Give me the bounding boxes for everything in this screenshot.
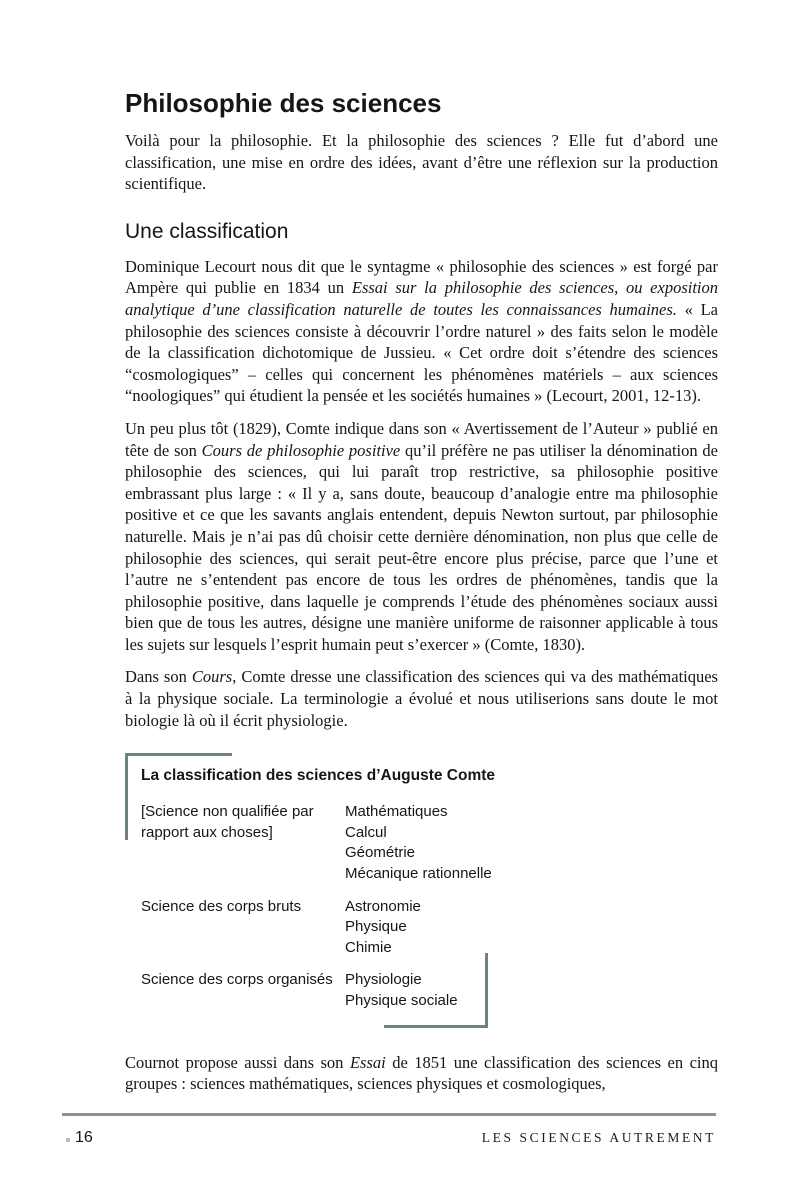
row-items <box>345 802 561 884</box>
row-item: Astronomie <box>345 897 421 915</box>
footer-rule <box>62 1113 716 1116</box>
page-number-text: 16 <box>75 1129 93 1146</box>
running-title: LES SCIENCES AUTREMENT <box>481 1130 716 1145</box>
page-number-marker <box>66 1138 70 1142</box>
page-footer <box>62 1113 716 1147</box>
row-item: Physiologie <box>345 971 422 989</box>
paragraph-cournot: Cournot propose aussi dans son Essai de 1851 une classification des sciences en cinq groupes : sciences mathématiques, sciences physiques et cosmologiques, <box>125 1052 718 1094</box>
row-item: Mécanique rationnelle <box>345 865 492 883</box>
row-item: Calcul <box>345 823 387 841</box>
row-item: Physique <box>345 918 407 936</box>
row-item: Mathématiques <box>345 803 448 821</box>
row-label: [Science non qualifiée par rapport aux choses] <box>141 803 314 841</box>
page-title: Philosophie des sciences <box>125 88 442 118</box>
classification-box-title: La classification des sciences d’Auguste Comte <box>141 767 496 785</box>
footer-row <box>62 1129 716 1147</box>
corner-bracket-bottom-right <box>384 953 488 1028</box>
row-item: Physique sociale <box>345 992 458 1009</box>
paragraph-cours: Dans son Cours, Comte dresse une classification des sciences qui va des mathématiques à la physique sociale. La terminologie a évolué et nous utiliserions sans doute le mot biologie là où il écrit physiologie. <box>125 667 718 730</box>
paragraph-comte-quote: Un peu plus tôt (1829), Comte indique dans son « Avertissement de l’Auteur » publié en tête de son Cours de philosophie positive qu’il préfère ne pas utiliser la dénomination de philosophie des sciences, qui lui paraît trop restrictive, sa philosophie positive embrassant plus large : « Il y a, sans doute, beaucoup d’analogie entre ma philosophie positive et ce que les savants anglais entendent, depuis Newton surtout, par philosophie naturelle. Mais je n’ai pas dû choisir cette dernière dénomination, non plus que celle de philosophie des sciences, qui serait peut-être encore plus précise, parce que l’une et l’autre ne s’entendent pas encore de tous les ordres de phénomènes, tandis que la philosophie positive, dans laquelle je comprends l’étude des phénomènes sociaux aussi bien que de tous les autres, désigne une manière uniforme de raisonner applicable à tous les sujets sur lesquels l’esprit humain peut s’exercer » (Comte, 1830). <box>125 418 719 654</box>
classification-row <box>141 897 561 959</box>
row-items <box>345 897 561 959</box>
classification-row <box>141 970 561 1011</box>
intro-paragraph: Voilà pour la philosophie. Et la philosophie des sciences ? Elle fut d’abord une classification, une mise en ordre des idées, avant d’être une réflexion sur la production scientifique. <box>125 131 718 194</box>
page-content <box>125 88 718 1106</box>
row-label: Science des corps bruts <box>141 897 302 915</box>
section-heading: Une classification <box>125 219 289 243</box>
paragraph-lecourt: Dominique Lecourt nous dit que le syntagme « philosophie des sciences » est forgé par Ampère qui publie en 1834 un Essai sur la philosophie des sciences, ou exposition analytique d’une classification naturelle de toutes les connaissances humaines. « La philosophie des sciences consiste à découvrir l’ordre naturel » des faits selon le modèle de la classification dichotomique de Jussieu. « Cet ordre doit s’étendre des sciences “cosmologiques” – celles qui concernent les phénomènes matériels – aux sciences “noologiques” qui étudient la pensée et les sociétés humaines » (Lecourt, 2001, 12-13). <box>125 256 719 406</box>
page-number <box>62 1129 93 1147</box>
classification-box <box>125 753 561 1027</box>
corner-bracket-top-left <box>125 753 232 840</box>
row-item: Géométrie <box>345 844 416 862</box>
row-label: Science des corps organisés <box>141 971 333 989</box>
row-item: Chimie <box>345 938 392 956</box>
